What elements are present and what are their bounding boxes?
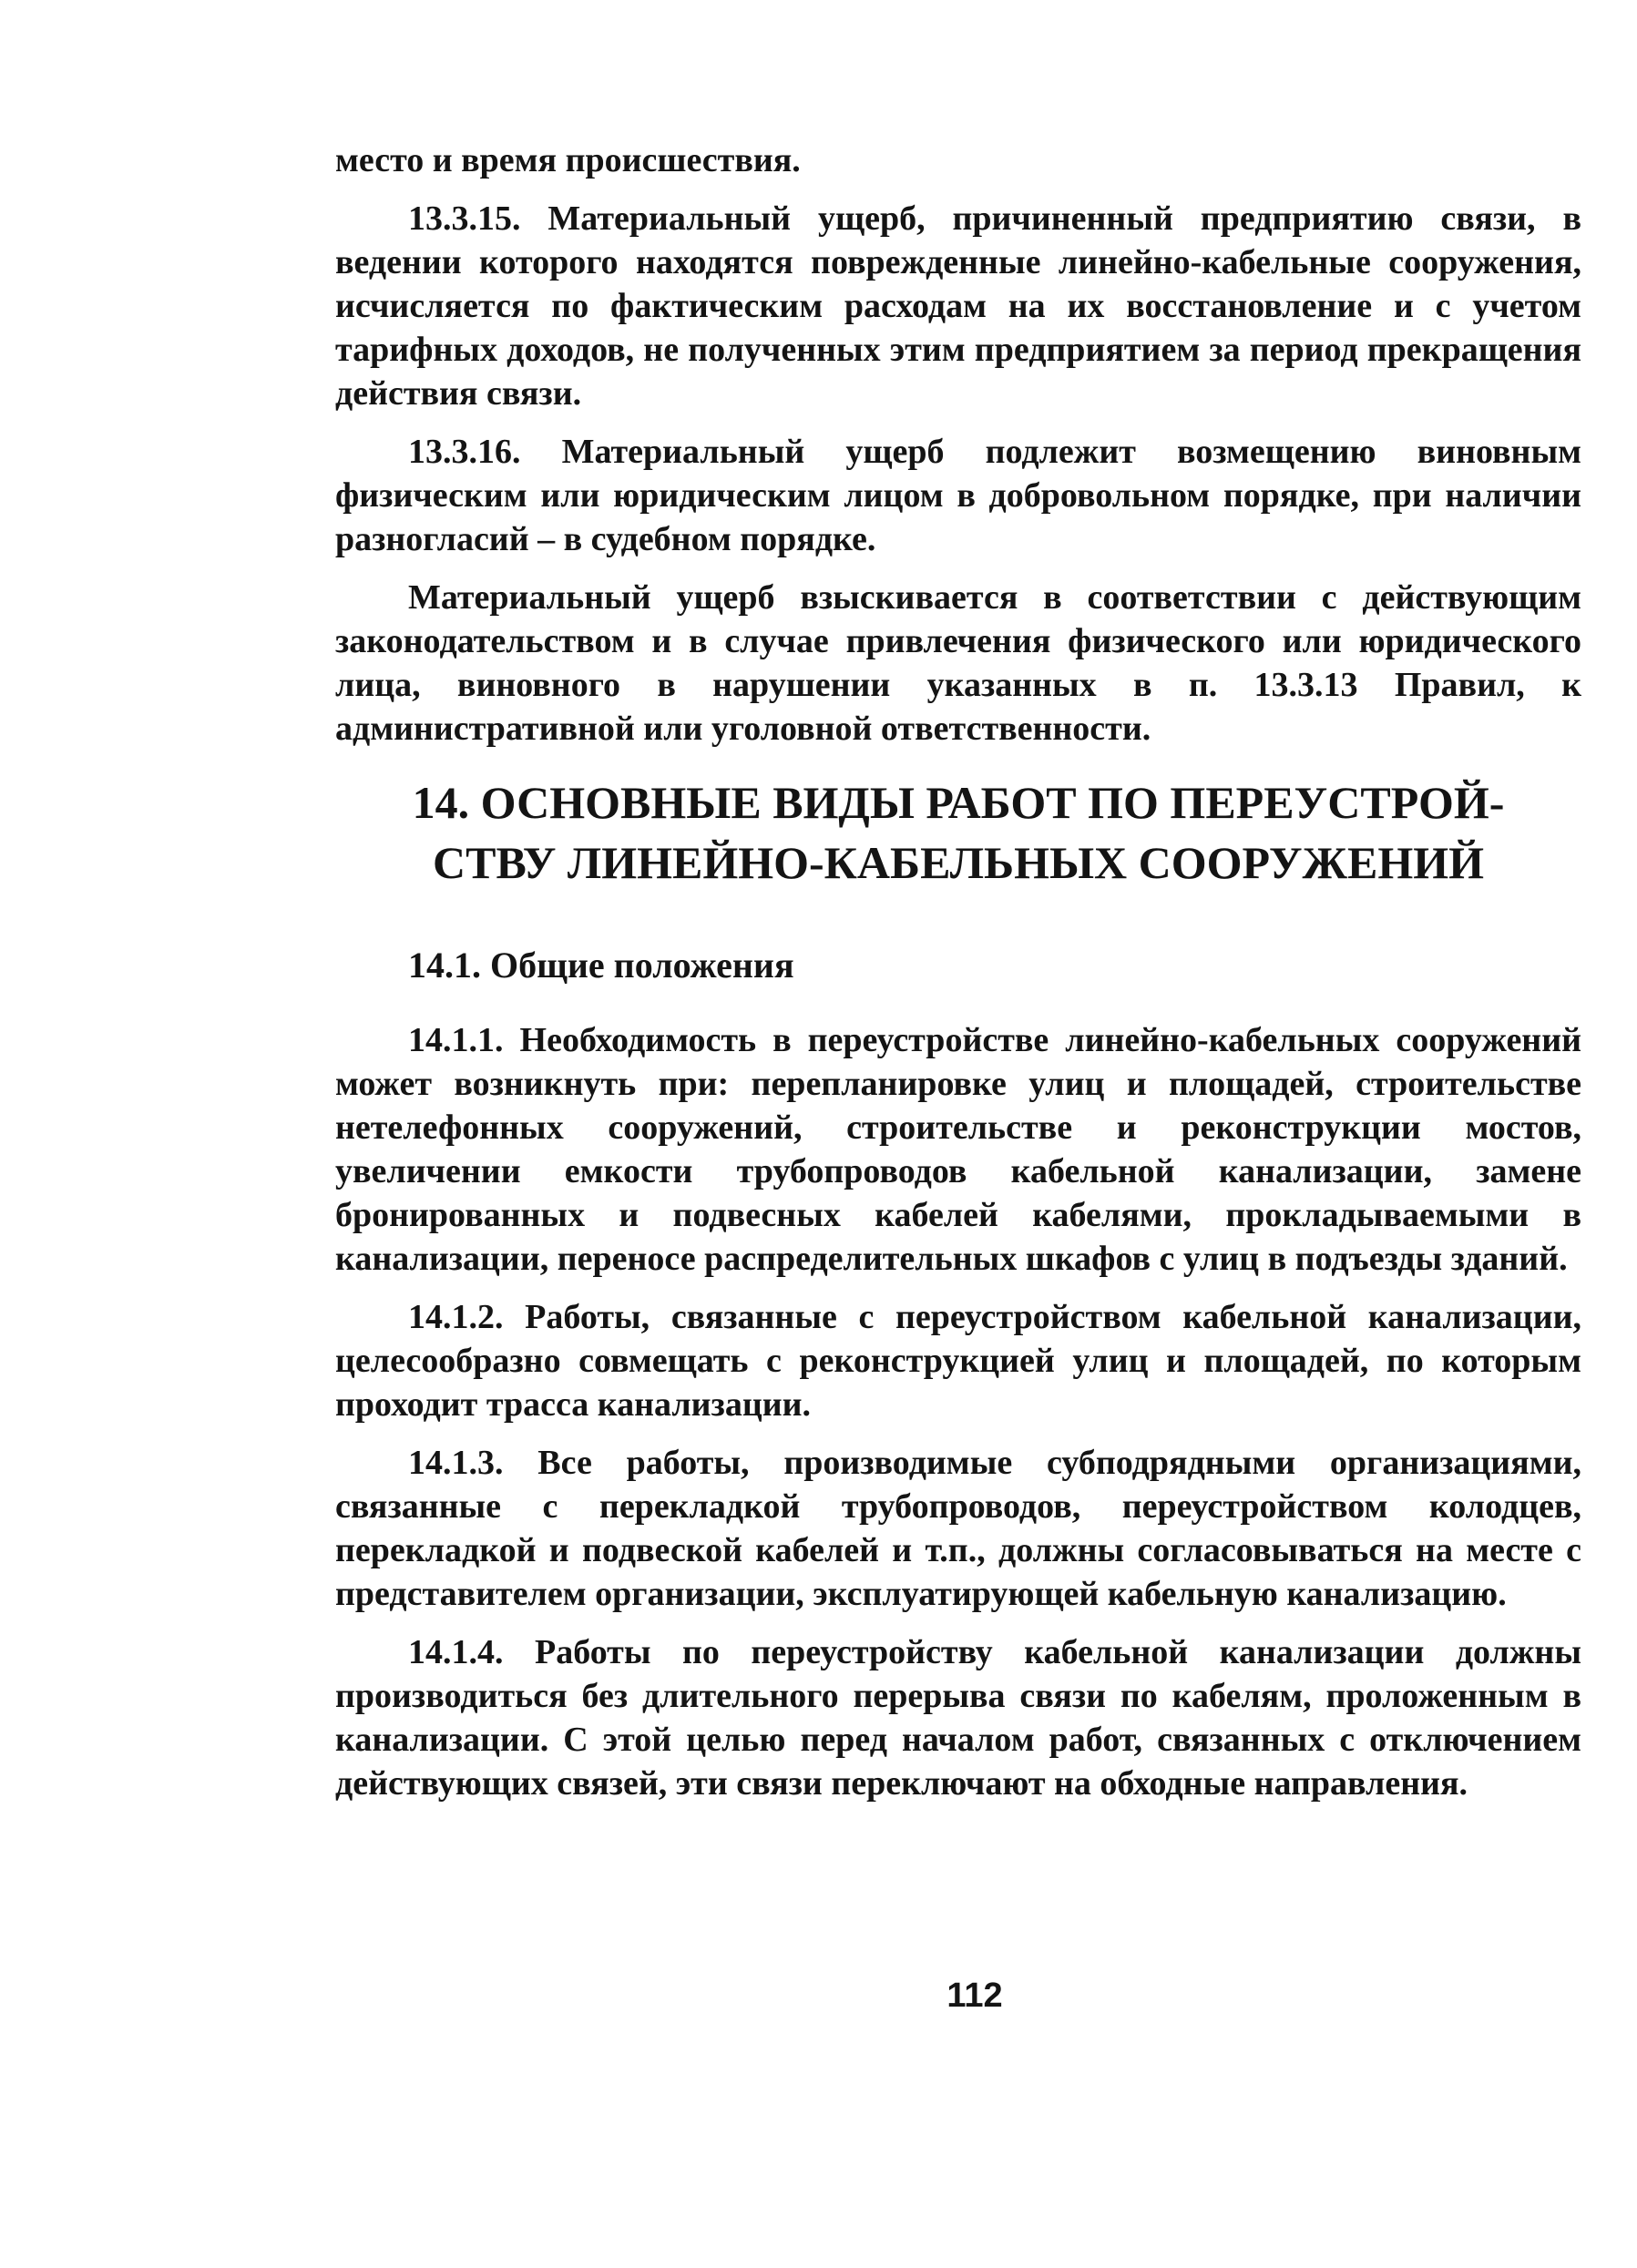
paragraph-damage-recovery: Материальный ущерб взыскивается в соответствии с действующим законодательством и в случае привлечения физического или юридического лица, виновного в нарушении указанных в п. 13.3.13 Правил, к административной или уголовной ответственности. bbox=[335, 578, 1581, 748]
page-number: 112 bbox=[946, 1977, 1003, 2015]
section-heading bbox=[335, 772, 1581, 893]
section-heading-line-2: СТВУ ЛИНЕЙНО-КАБЕЛЬНЫХ СООРУЖЕНИЙ bbox=[432, 837, 1485, 888]
paragraph-14-1-3: 14.1.3. Все работы, производимые субподрядными организациями, связанные с перекладкой трубопроводов, переустройством колодцев, перекладкой и подвеской кабелей и т.п., должны согласовываться на месте с представителем организации, эксплуатирующей кабельную канализацию. bbox=[335, 1444, 1581, 1613]
paragraph-continuation: место и время происшествия. bbox=[335, 141, 801, 179]
top-text-block bbox=[335, 138, 1581, 765]
paragraph-13-3-15: 13.3.15. Материальный ущерб, причиненный предприятию связи, в ведении которого находятся поврежденные линейно-кабельные сооружения, исчисляется по фактическим расходам на их восстановление и с учетом тарифных доходов, не полученных этим предприятием за период прекращения действия связи. bbox=[335, 199, 1581, 413]
bottom-text-block bbox=[335, 1018, 1581, 1820]
paragraph-13-3-16: 13.3.16. Материальный ущерб подлежит возмещению виновным физическим или юридическим лицом в добровольном порядке, при наличии разногласий – в судебном порядке. bbox=[335, 433, 1581, 558]
section-heading-line-1: 14. ОСНОВНЫЕ ВИДЫ РАБОТ ПО ПЕРЕУСТРОЙ- bbox=[412, 777, 1505, 828]
paragraph-14-1-2: 14.1.2. Работы, связанные с переустройством кабельной канализации, целесообразно совмещать с реконструкцией улиц и площадей, по которым проходит трасса канализации. bbox=[335, 1298, 1581, 1424]
paragraph-14-1-1: 14.1.1. Необходимость в переустройстве линейно-кабельных сооружений может возникнуть при: перепланировке улиц и площадей, строительстве нетелефонных сооружений, строительстве и реконструкции мостов, увеличении емкости трубопроводов кабельной канализации, замене бронированных и подвесных кабелей кабелями, прокладываемыми в канализации, переносе распределительных шкафов с улиц в подъезды зданий. bbox=[335, 1021, 1581, 1278]
paragraph-14-1-4: 14.1.4. Работы по переустройству кабельной канализации должны производиться без длительного перерыва связи по кабелям, проложенным в канализации. С этой целью перед началом работ, связанных с отключением действующих связей, эти связи переключают на обходные направления. bbox=[335, 1633, 1581, 1803]
subsection-heading: 14.1. Общие положения bbox=[408, 945, 794, 986]
